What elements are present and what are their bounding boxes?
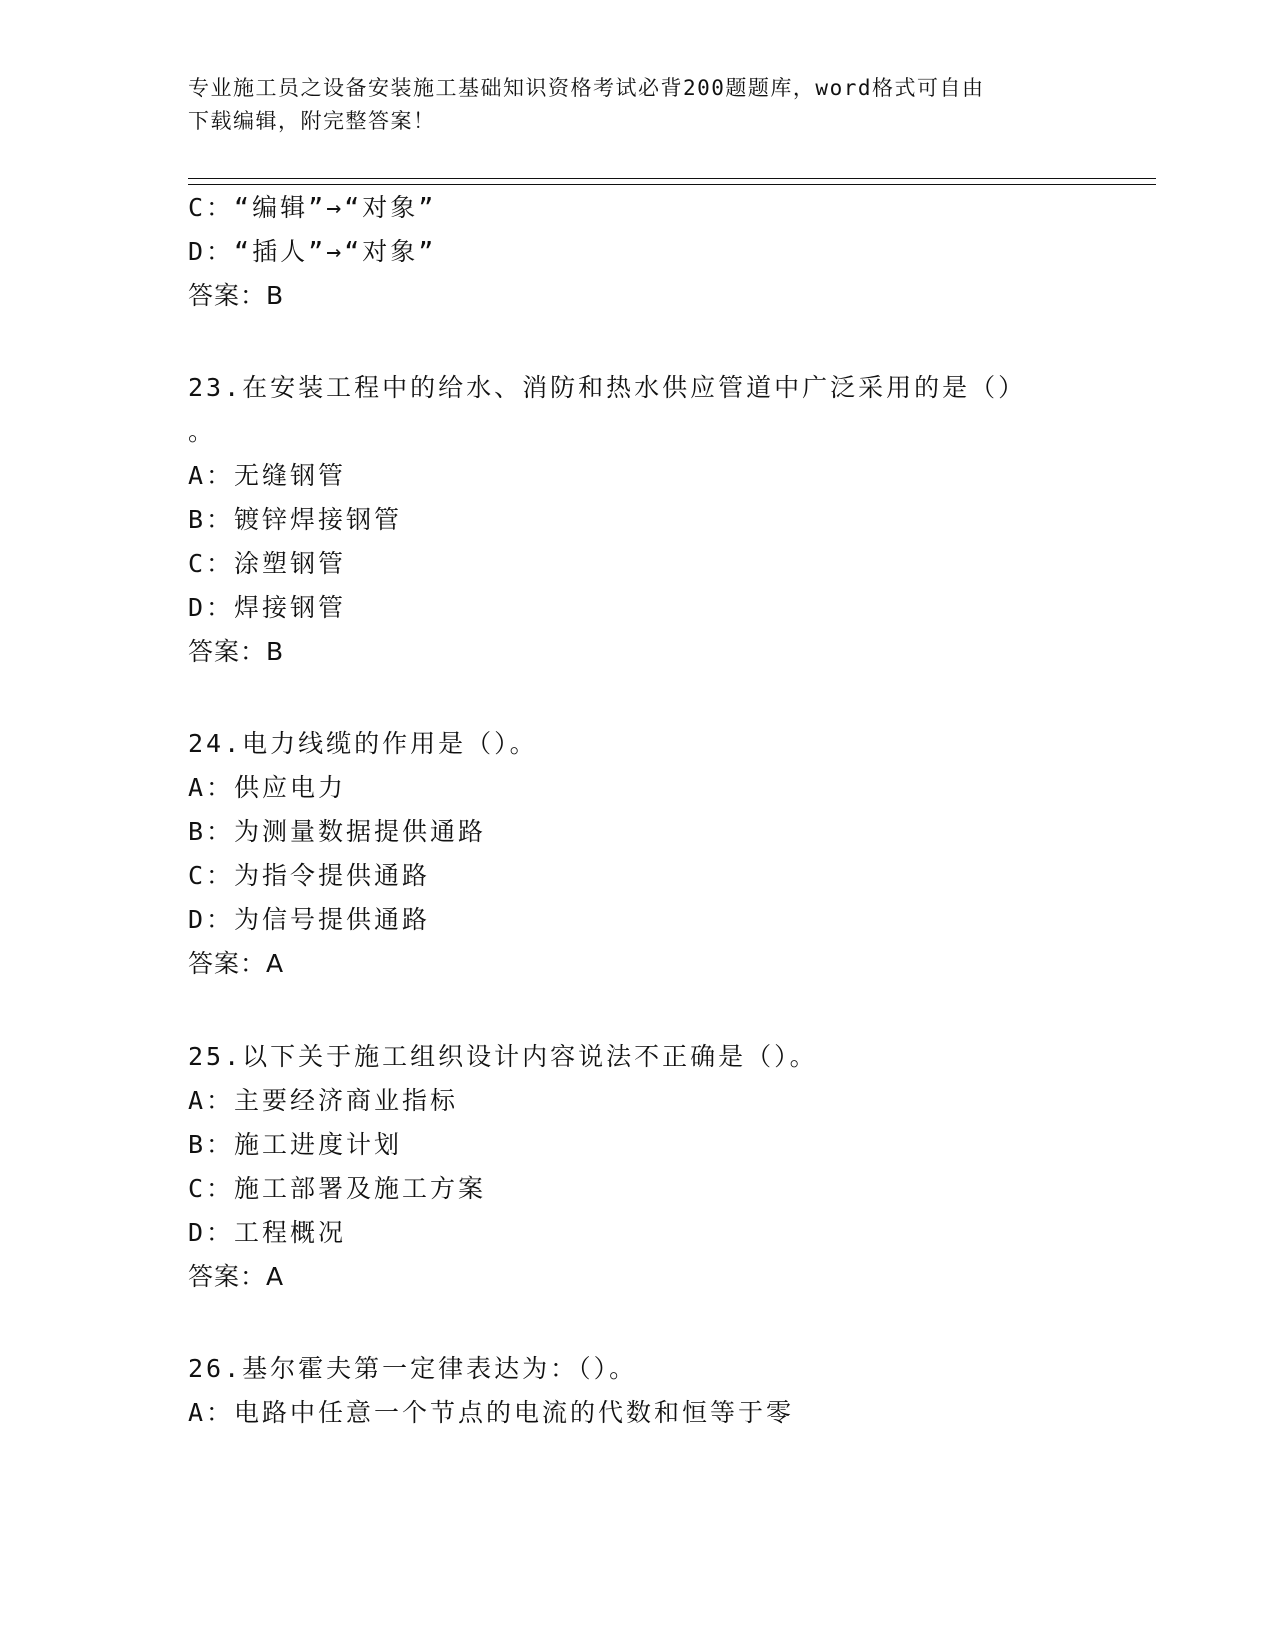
q25-option-a: A：主要经济商业指标 <box>188 1086 459 1115</box>
header-divider-top <box>188 178 1156 179</box>
q24-stem: 24.电力线缆的作用是（）。 <box>188 729 538 758</box>
header-line-1: 专业施工员之设备安装施工基础知识资格考试必背200题题库，word格式可自由 <box>188 76 985 100</box>
q24-option-d: D：为信号提供通路 <box>188 905 431 934</box>
header-divider-bottom <box>188 184 1156 185</box>
q23-option-c: C：涂塑钢管 <box>188 549 347 578</box>
q24-answer: 答案：A <box>188 949 285 978</box>
q25-stem: 25.以下关于施工组织设计内容说法不正确是（）。 <box>188 1042 818 1071</box>
q24-option-c: C：为指令提供通路 <box>188 861 431 890</box>
document-header <box>188 72 1088 138</box>
q26-option-a: A：电路中任意一个节点的电流的代数和恒等于零 <box>188 1398 795 1427</box>
q23-stem-continuation: 。 <box>188 417 217 446</box>
q24-option-b: B：为测量数据提供通路 <box>188 817 487 846</box>
q23-answer: 答案：B <box>188 637 285 666</box>
q23-option-b: B：镀锌焊接钢管 <box>188 505 403 534</box>
q25-answer: 答案：A <box>188 1262 285 1291</box>
q26-stem: 26.基尔霍夫第一定律表达为：（）。 <box>188 1354 638 1383</box>
q23-option-a: A：无缝钢管 <box>188 461 347 490</box>
q24-option-a: A：供应电力 <box>188 773 347 802</box>
q22-option-d: D：“插人”→“对象” <box>188 237 437 266</box>
q23-option-d: D：焊接钢管 <box>188 593 347 622</box>
q25-option-d: D：工程概况 <box>188 1218 347 1247</box>
q23-stem: 23.在安装工程中的给水、消防和热水供应管道中广泛采用的是（） <box>188 373 1027 402</box>
header-line-2: 下载编辑，附完整答案！ <box>188 109 436 133</box>
q22-answer: 答案：B <box>188 281 285 310</box>
q22-option-c: C：“编辑”→“对象” <box>188 193 437 222</box>
q25-option-c: C：施工部署及施工方案 <box>188 1174 487 1203</box>
q25-option-b: B：施工进度计划 <box>188 1130 403 1159</box>
